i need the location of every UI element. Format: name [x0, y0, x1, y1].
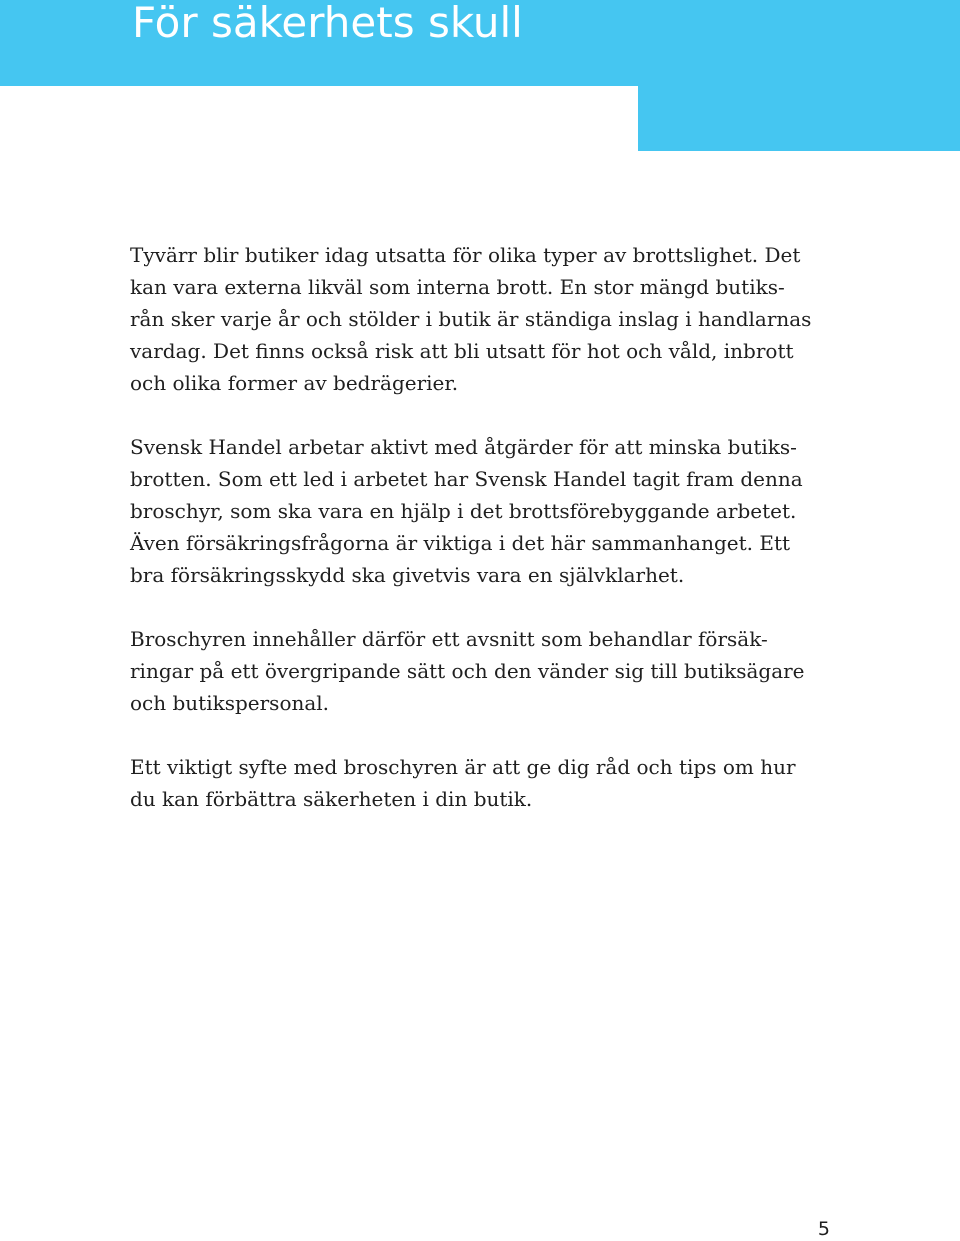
text-line: vardag. Det finns också risk att bli utsatt för hot och våld, inbrott	[130, 339, 794, 363]
header-band	[0, 0, 960, 86]
header-accent-block	[638, 86, 960, 151]
text-line: ringar på ett övergripande sätt och den vänder sig till butiksägare	[130, 659, 805, 683]
text-line: och butikspersonal.	[130, 691, 330, 715]
text-line: du kan förbättra säkerheten i din butik.	[130, 787, 533, 811]
paragraph-2	[130, 431, 830, 591]
text-line: brotten. Som ett led i arbetet har Svensk Handel tagit fram denna	[130, 467, 803, 491]
text-line: kan vara externa likväl som interna brott. En stor mängd butiks-	[130, 275, 785, 299]
text-line: Broschyren innehåller därför ett avsnitt som behandlar försäk-	[130, 627, 768, 651]
body-text	[130, 239, 830, 815]
paragraph-3	[130, 623, 830, 719]
text-line: Tyvärr blir butiker idag utsatta för olika typer av brottslighet. Det	[130, 243, 801, 267]
page-title: För säkerhets skull	[132, 0, 523, 47]
paragraph-1	[130, 239, 830, 399]
text-line: broschyr, som ska vara en hjälp i det brottsförebyggande arbetet.	[130, 499, 797, 523]
text-line: Ett viktigt syfte med broschyren är att ge dig råd och tips om hur	[130, 755, 796, 779]
page-number: 5	[817, 1218, 830, 1240]
text-line: bra försäkringsskydd ska givetvis vara en självklarhet.	[130, 563, 685, 587]
text-line: rån sker varje år och stölder i butik är ständiga inslag i handlarnas	[130, 307, 812, 331]
text-line: Svensk Handel arbetar aktivt med åtgärder för att minska butiks-	[130, 435, 797, 459]
text-line: och olika former av bedrägerier.	[130, 371, 459, 395]
paragraph-4	[130, 751, 830, 815]
text-line: Även försäkringsfrågorna är viktiga i det här sammanhanget. Ett	[130, 531, 791, 555]
